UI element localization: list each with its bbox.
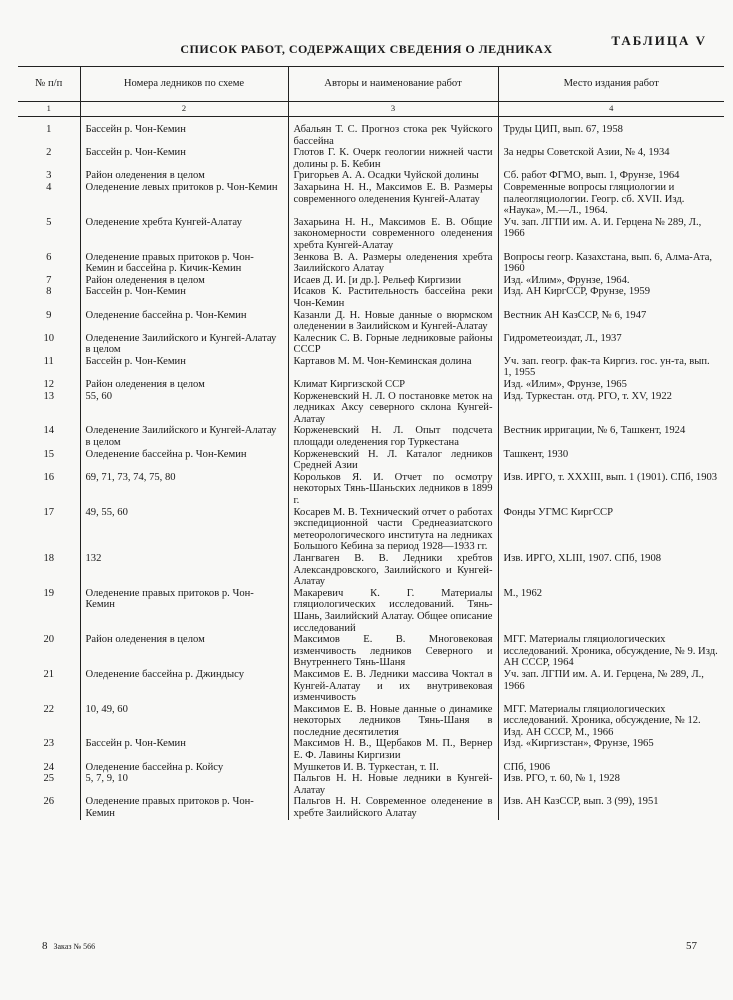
- row-number: 22: [43, 703, 55, 715]
- row-number: 20: [43, 634, 55, 646]
- table-row: [18, 773, 724, 796]
- row-authors: Макаревич К. Г. Материалы гляциологических исследований. Тянь-Шань, Заилийский Алатау. Общее описание исследований: [288, 588, 498, 634]
- table-row: [18, 762, 724, 774]
- table-header-row: [18, 67, 724, 102]
- table-row: [18, 147, 724, 170]
- table-row: [18, 507, 724, 553]
- col-number: 1: [18, 102, 80, 117]
- row-place: Изв. АН КазССР, вып. 3 (99), 1951: [498, 796, 724, 819]
- table-body: [18, 124, 724, 820]
- row-authors: Корольков Я. И. Отчет по осмотру некоторых Тянь-Шаньских ледников в 1899 г.: [288, 472, 498, 507]
- row-authors: Калесник С. В. Горные ледниковые районы СССР: [288, 333, 498, 356]
- row-number: 3: [46, 170, 52, 182]
- page-title: СПИСОК РАБОТ, СОДЕРЖАЩИХ СВЕДЕНИЯ О ЛЕДНИКАХ: [180, 42, 553, 56]
- row-authors: Корженевский Н. Л. Каталог ледников Средней Азии: [288, 449, 498, 472]
- page-number: 57: [686, 940, 697, 952]
- row-authors: Косарев М. В. Технический отчет о работах экспедиционной части Среднеазиатского метеорологического института на ледниках Большого Кебина за период 1928—1933 гг.: [288, 507, 498, 553]
- table-row: [18, 310, 724, 333]
- row-glaciers: 49, 55, 60: [80, 507, 288, 553]
- table-row: [18, 124, 724, 147]
- row-authors: Картавов М. М. Чон-Кеминская долина: [288, 356, 498, 379]
- table-row: [18, 472, 724, 507]
- row-glaciers: Бассейн р. Чон-Кемин: [80, 124, 288, 147]
- row-number: 21: [43, 668, 55, 680]
- row-glaciers: Оледенение правых притоков р. Чон-Кемин: [80, 796, 288, 819]
- signature-mark: 8: [42, 940, 48, 952]
- table-row: [18, 634, 724, 669]
- table-row: [18, 449, 724, 472]
- row-glaciers: 55, 60: [80, 391, 288, 426]
- row-authors: Захарьина Н. Н., Максимов Е. В. Общие закономерности современного оледенения хребта Кунгей-Алатау: [288, 217, 498, 252]
- row-number: 14: [43, 425, 55, 437]
- table-row: [18, 333, 724, 356]
- row-number: 23: [43, 738, 55, 750]
- table-row: [18, 704, 724, 739]
- row-number: 1: [46, 124, 52, 135]
- row-place: Изд. «Илим», Фрунзе, 1964.: [498, 275, 724, 287]
- col-header-place: Место издания работ: [498, 67, 724, 102]
- row-authors: Глотов Г. К. Очерк геологии нижней части долины р. Б. Кебин: [288, 147, 498, 170]
- row-glaciers: Оледенение правых притоков р. Чон-Кемин и бассейна р. Кичик-Кемин: [80, 252, 288, 275]
- row-glaciers: Бассейн р. Чон-Кемин: [80, 356, 288, 379]
- row-glaciers: Оледенение бассейна р. Чон-Кемин: [80, 449, 288, 472]
- row-authors: Максимов Е. В. Новые данные о динамике некоторых ледников Тянь-Шаня в последние десятилетия: [288, 704, 498, 739]
- row-glaciers: Оледенение левых притоков р. Чон-Кемин: [80, 182, 288, 217]
- row-authors: Мушкетов И. В. Туркестан, т. II.: [288, 762, 498, 774]
- footer-signature: [42, 940, 95, 952]
- row-glaciers: Район оледенения в целом: [80, 170, 288, 182]
- row-glaciers: Оледенение бассейна р. Чон-Кемин: [80, 310, 288, 333]
- row-glaciers: 69, 71, 73, 74, 75, 80: [80, 472, 288, 507]
- table-row: [18, 356, 724, 379]
- row-number: 25: [43, 773, 55, 785]
- row-glaciers: Оледенение Заилийского и Кунгей-Алатау в целом: [80, 333, 288, 356]
- spacer-row: [18, 117, 724, 125]
- order-number: Заказ № 566: [53, 942, 96, 951]
- table-row: [18, 286, 724, 309]
- row-place: Изв. РГО, т. 60, № 1, 1928: [498, 773, 724, 796]
- row-authors: Климат Киргизской ССР: [288, 379, 498, 391]
- row-place: Вестник ирригации, № 6, Ташкент, 1924: [498, 425, 724, 448]
- row-glaciers: 132: [80, 553, 288, 588]
- row-number: 18: [43, 552, 55, 564]
- table-row: [18, 379, 724, 391]
- table-label: ТАБЛИЦА V: [611, 33, 707, 48]
- row-number: 26: [43, 796, 55, 808]
- col-number: 4: [498, 102, 724, 117]
- row-glaciers: Бассейн р. Чон-Кемин: [80, 738, 288, 761]
- row-number: 17: [43, 506, 55, 518]
- row-number: 15: [43, 448, 55, 460]
- row-number: 19: [43, 587, 55, 599]
- table-row: [18, 170, 724, 182]
- row-place: Вестник АН КазССР, № 6, 1947: [498, 310, 724, 333]
- row-glaciers: Оледенение бассейна р. Джиндысу: [80, 669, 288, 704]
- row-authors: Максимов Е. В. Многовековая изменчивость ледников Северного и Внутреннего Тянь-Шаня: [288, 634, 498, 669]
- row-number: 16: [43, 471, 55, 483]
- row-place: СПб, 1906: [498, 762, 724, 774]
- col-header-number: № п/п: [18, 67, 80, 102]
- row-authors: Корженевский Н. Л. Опыт подсчета площади оледенения гор Туркестана: [288, 425, 498, 448]
- row-authors: Лангваген В. В. Ледники хребтов Александровского, Заилийского и Кунгей-Алатау: [288, 553, 498, 588]
- row-place: Труды ЦИП, вып. 67, 1958: [498, 124, 724, 147]
- row-place: Изд. АН КиргССР, Фрунзе, 1959: [498, 286, 724, 309]
- row-authors: Захарьина Н. Н., Максимов Е. В. Размеры современного оледенения Кунгей-Алатау: [288, 182, 498, 217]
- row-authors: Зенкова В. А. Размеры оледенения хребта Заилийского Алатау: [288, 252, 498, 275]
- col-header-authors: Авторы и наименование работ: [288, 67, 498, 102]
- row-glaciers: Оледенение хребта Кунгей-Алатау: [80, 217, 288, 252]
- row-authors: Исаков К. Растительность бассейна реки Чон-Кемин: [288, 286, 498, 309]
- row-place: Изд. Туркестан. отд. РГО, т. XV, 1922: [498, 391, 724, 426]
- row-number: 8: [46, 286, 52, 298]
- row-place: Сб. работ ФГМО, вып. 1, Фрунзе, 1964: [498, 170, 724, 182]
- row-number: 12: [43, 379, 55, 391]
- row-authors: Пальгов Н. Н. Новые ледники в Кунгей-Алатау: [288, 773, 498, 796]
- row-glaciers: Бассейн р. Чон-Кемин: [80, 286, 288, 309]
- row-authors: Григорьев А. А. Осадки Чуйской долины: [288, 170, 498, 182]
- works-table: [18, 66, 724, 820]
- row-glaciers: Район оледенения в целом: [80, 379, 288, 391]
- row-number: 6: [46, 251, 52, 263]
- row-place: Уч. зап. ЛГПИ им. А. И. Герцена № 289, Л., 1966: [498, 217, 724, 252]
- row-authors: Абальян Т. С. Прогноз стока рек Чуйского бассейна: [288, 124, 498, 147]
- row-place: Вопросы геогр. Казахстана, вып. 6, Алма-Ата, 1960: [498, 252, 724, 275]
- row-number: 5: [46, 216, 52, 228]
- row-place: МГГ. Материалы гляциологических исследований. Хроника, обсуждение, № 12. Изд. АН СССР, М., 1966: [498, 704, 724, 739]
- col-header-glaciers: Номера ледников по схеме: [80, 67, 288, 102]
- column-number-row: [18, 102, 724, 117]
- row-place: Современные вопросы гляциологии и палеогляциологии. Геогр. сб. XVII. Изд. «Наука», М.—Л., 1964.: [498, 182, 724, 217]
- row-glaciers: 5, 7, 9, 10: [80, 773, 288, 796]
- row-place: Уч. зап. геогр. фак-та Киргиз. гос. ун-та, вып. 1, 1955: [498, 356, 724, 379]
- row-number: 4: [46, 181, 52, 193]
- row-authors: Исаев Д. И. [и др.]. Рельеф Киргизии: [288, 275, 498, 287]
- row-place: Изв. ИРГО, т. XXXIII, вып. 1 (1901). СПб, 1903: [498, 472, 724, 507]
- row-place: За недры Советской Азии, № 4, 1934: [498, 147, 724, 170]
- table-row: [18, 796, 724, 819]
- row-place: Фонды УГМС КиргССР: [498, 507, 724, 553]
- row-authors: Максимов Н. В., Щербаков М. П., Вернер Е. Ф. Лавины Киргизии: [288, 738, 498, 761]
- row-number: 7: [46, 274, 52, 286]
- row-glaciers: Оледенение Заилийского и Кунгей-Алатау в целом: [80, 425, 288, 448]
- row-glaciers: Оледенение правых притоков р. Чон-Кемин: [80, 588, 288, 634]
- row-place: Изд. «Киргизстан», Фрунзе, 1965: [498, 738, 724, 761]
- table-row: [18, 738, 724, 761]
- table-row: [18, 217, 724, 252]
- row-place: Ташкент, 1930: [498, 449, 724, 472]
- row-place: МГГ. Материалы гляциологических исследований. Хроника, обсуждение, № 9. Изд. АН СССР, 1964: [498, 634, 724, 669]
- table-row: [18, 182, 724, 217]
- row-number: 2: [46, 147, 52, 159]
- col-number: 3: [288, 102, 498, 117]
- table-row: [18, 588, 724, 634]
- table-row: [18, 669, 724, 704]
- row-glaciers: Бассейн р. Чон-Кемин: [80, 147, 288, 170]
- row-number: 9: [46, 309, 52, 321]
- row-number: 24: [43, 761, 55, 773]
- col-number: 2: [80, 102, 288, 117]
- row-number: 11: [43, 355, 54, 367]
- row-authors: Корженевский Н. Л. О постановке меток на ледниках Аксу северного склона Кунгей-Алатау: [288, 391, 498, 426]
- row-place: Изв. ИРГО, XLIII, 1907. СПб, 1908: [498, 553, 724, 588]
- row-number: 13: [43, 390, 55, 402]
- row-place: М., 1962: [498, 588, 724, 634]
- row-glaciers: Оледенение бассейна р. Койсу: [80, 762, 288, 774]
- row-glaciers: Район оледенения в целом: [80, 634, 288, 669]
- row-authors: Максимов Е. В. Ледники массива Чоктал в Кунгей-Алатау и их внутривековая изменчивость: [288, 669, 498, 704]
- row-place: Гидрометеоиздат, Л., 1937: [498, 333, 724, 356]
- table-row: [18, 252, 724, 275]
- table-row: [18, 275, 724, 287]
- table-row: [18, 553, 724, 588]
- row-place: Изд. «Илим», Фрунзе, 1965: [498, 379, 724, 391]
- row-place: Уч. зап. ЛГПИ им. А. И. Герцена, № 289, Л., 1966: [498, 669, 724, 704]
- row-authors: Казанли Д. Н. Новые данные о вюрмском оледенении в Заилийском и Кунгей-Алатау: [288, 310, 498, 333]
- row-number: 10: [43, 332, 55, 344]
- row-glaciers: Район оледенения в целом: [80, 275, 288, 287]
- table-row: [18, 425, 724, 448]
- table-row: [18, 391, 724, 426]
- row-glaciers: 10, 49, 60: [80, 704, 288, 739]
- row-authors: Пальгов Н. Н. Современное оледенение в хребте Заилийского Алатау: [288, 796, 498, 819]
